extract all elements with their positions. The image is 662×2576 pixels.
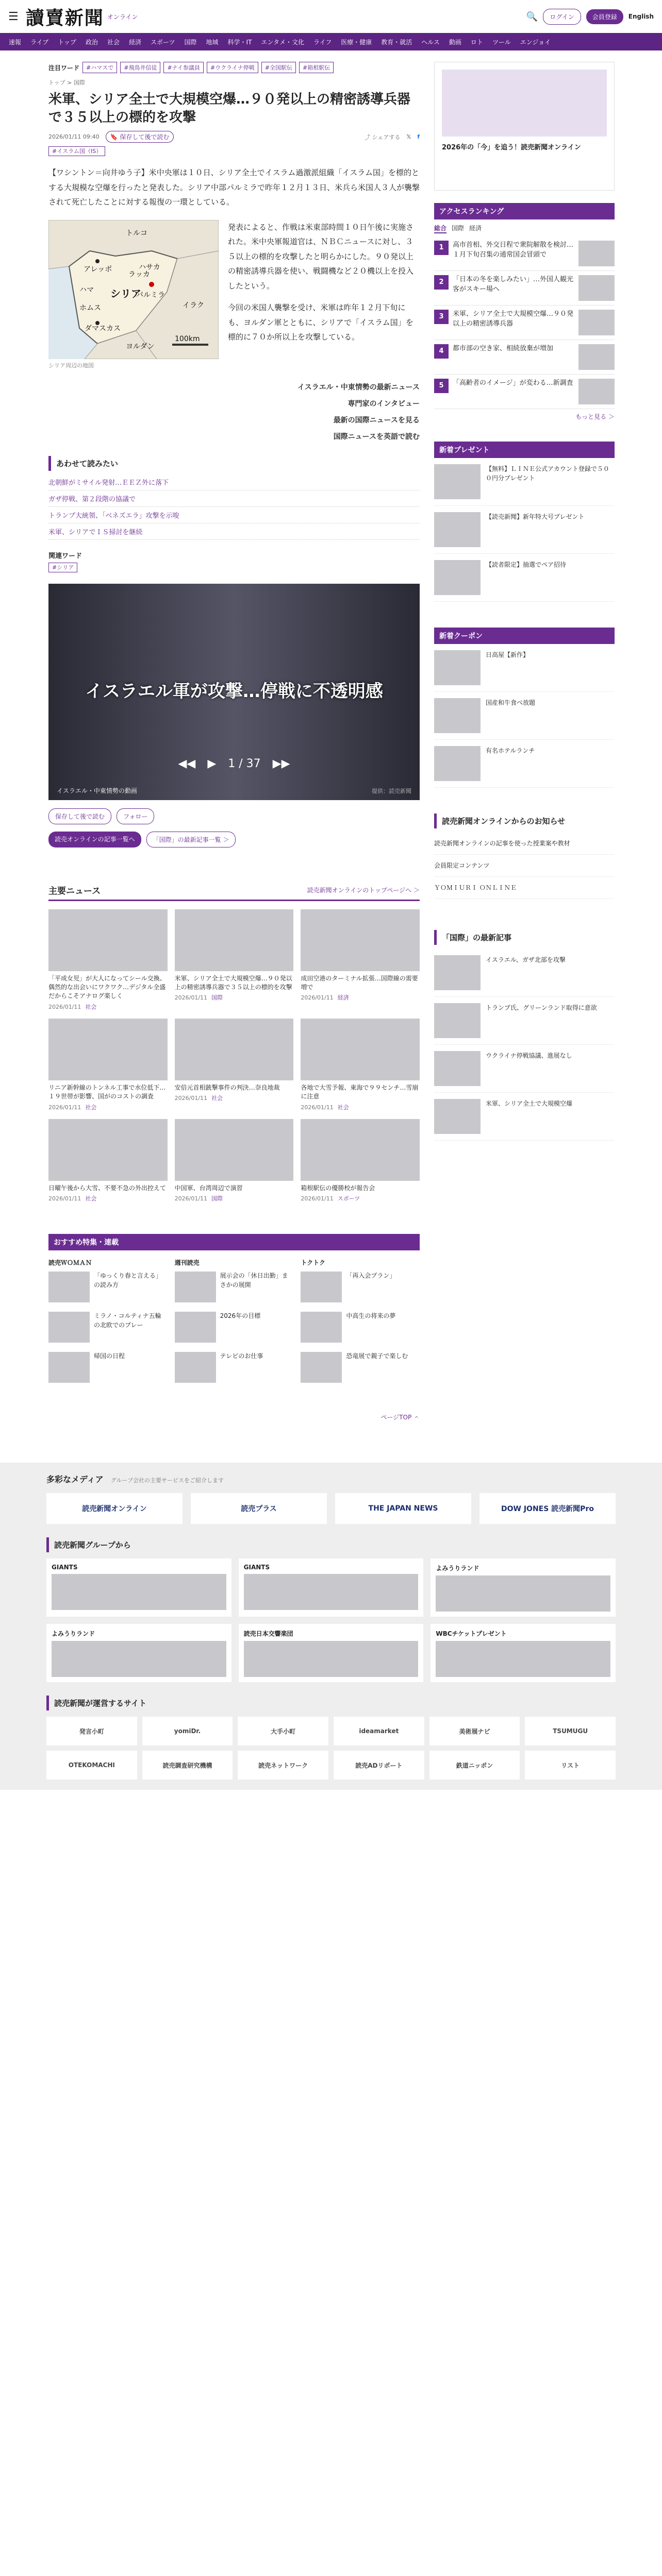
bookmark-button[interactable] [106, 131, 174, 143]
news-thumbnail [175, 909, 294, 971]
main-news-item[interactable] [175, 909, 294, 1011]
picks-thumbnail [301, 1352, 342, 1383]
picks-headline: 恐竜展で親子で楽しむ [346, 1352, 408, 1360]
nav-item[interactable]: 社会 [107, 38, 120, 46]
coupon-item-thumbnail [434, 650, 481, 685]
news-date: 2026/01/11 [301, 1195, 334, 1202]
group-thumbnail [436, 1575, 610, 1612]
ranking-thumbnail [578, 310, 615, 335]
ranking-item[interactable] [434, 375, 615, 409]
trend-tag[interactable]: #全国駅伝 [261, 62, 296, 73]
ranking-headline: 米軍、シリア全土で大規模空爆…９０発以上の精密誘導兵器 [453, 310, 574, 328]
map-label: ハマ [79, 285, 94, 294]
picks-title: おすすめ特集・連載 [48, 1234, 420, 1250]
site-logo[interactable]: 讀賣新聞 [25, 7, 104, 29]
footer [0, 1463, 662, 1790]
notice-item[interactable] [434, 855, 615, 877]
news-meta [301, 1195, 420, 1203]
keyword-section [48, 550, 420, 571]
map-figure [48, 220, 219, 369]
picks-column-head: 週刊読売 [174, 1259, 200, 1266]
news-category: 国際 [211, 994, 223, 1002]
news-date: 2026/01/11 [301, 994, 334, 1002]
news-headline: リニア新幹線のトンネル工事で水位低下…１９世帯が影響、国がのコストの調査 [48, 1083, 166, 1100]
group-card[interactable] [46, 1558, 231, 1617]
news-headline: 米軍、シリア全土で大規模空爆…９０発以上の精密誘導兵器で３５以上の標的を攻撃 [174, 974, 292, 991]
ranking-number: 2 [434, 275, 449, 290]
picks-thumbnail [175, 1352, 216, 1383]
kokusai-item-text: ウクライナ停戦協議、進展なし [486, 1052, 572, 1059]
kokusai-item-thumbnail [434, 1051, 481, 1086]
notice-item[interactable] [434, 833, 615, 855]
also-read-item[interactable]: トランプ大統領、「ベネズエラ」攻撃を示唆 [48, 507, 420, 523]
ranking-tab[interactable]: 総合 [434, 224, 446, 233]
menu-icon[interactable]: ☰ [8, 10, 19, 23]
trend-label: 注目ワード [48, 64, 80, 72]
related-link[interactable]: 最新の国際ニュースを見る [333, 416, 420, 425]
related-link[interactable]: イスラエル・中東情勢の最新ニュース [297, 383, 420, 392]
ranking-item[interactable] [434, 340, 615, 375]
prev-icon[interactable]: ◀◀ [178, 757, 196, 770]
main-nav [0, 33, 662, 50]
group-card[interactable] [431, 1624, 616, 1682]
kokusai-item-text: イスラエル、ガザ北部を攻撃 [486, 956, 566, 963]
news-meta [175, 994, 294, 1002]
nav-item[interactable]: 医療・健康 [341, 38, 372, 46]
special-title: 読売新聞オンラインからのお知らせ [434, 814, 615, 828]
present-item[interactable] [434, 458, 615, 506]
group-card[interactable] [46, 1624, 231, 1682]
map-label: ハサカ [139, 263, 160, 272]
news-category: スポーツ [337, 1195, 360, 1202]
news-meta [48, 1195, 168, 1203]
news-date: 2026/01/11 [174, 1095, 208, 1102]
picks-item[interactable] [48, 1312, 168, 1343]
kokusai-item[interactable] [434, 1045, 615, 1093]
picks-headline: 中高生の将来の夢 [346, 1312, 396, 1320]
main-news-item[interactable] [301, 1119, 420, 1203]
map-label: 100km [175, 334, 200, 343]
news-thumbnail [175, 1019, 294, 1080]
news-meta [175, 1195, 294, 1203]
group-name: よみうりランド [436, 1565, 479, 1572]
picks-thumbnail [301, 1312, 342, 1343]
related-link[interactable]: 専門家のインタビュー [347, 399, 420, 408]
coupon-item[interactable] [434, 692, 615, 740]
article-list-button[interactable]: 読売オンラインの記事一覧へ [48, 832, 141, 848]
notice-item-text: 読売新聞オンラインの記事を使った授業案や教材 [434, 840, 570, 847]
ranking-headline: 「高齢者のイメージ」が変わる…新調査 [453, 379, 573, 387]
picks-headline: テレビのお仕事 [220, 1352, 263, 1360]
kokusai-title: 「国際」の最新記事 [434, 930, 615, 945]
footer-partner-title: 読売新聞が運営するサイト [46, 1696, 616, 1710]
group-name: よみうりランド [52, 1630, 95, 1638]
nav-item[interactable]: 国際 [184, 38, 197, 46]
nav-item[interactable]: スポーツ [150, 38, 175, 46]
nav-item[interactable]: トップ [58, 38, 76, 46]
video-controls [48, 757, 420, 770]
share-button[interactable] [365, 133, 400, 141]
video-caption: イスラエル軍が攻撃…停戦に不透明感 [85, 681, 383, 702]
page-top-link[interactable]: ページTOP ＾ [380, 1414, 420, 1421]
ranking-thumbnail [578, 241, 615, 266]
article-body-2: 今回の米国人襲撃を受け、米軍は昨年１２月下旬にも、ヨルダン軍とともに、シリアで「イスラム国」を標的に７０か所以上を攻撃している。 [228, 303, 413, 342]
group-name: GIANTS [52, 1564, 78, 1571]
map-label: イラク [183, 301, 204, 310]
video-subtitle: イスラエル・中東情勢の動画 [57, 787, 137, 794]
partner-logo[interactable]: 読売ADリポート [334, 1751, 424, 1780]
nav-item[interactable]: 科学・IT [227, 38, 252, 46]
news-category: 社会 [85, 1195, 97, 1202]
next-icon[interactable]: ▶▶ [272, 757, 290, 770]
picks-thumbnail [175, 1272, 216, 1302]
group-thumbnail [436, 1641, 610, 1677]
group-thumbnail [244, 1641, 419, 1677]
news-headline: 「平成女児」が大人になってシール交換、偶然的な出会いにワクワク…デジタル全盛だからこそアナログ楽しく [48, 974, 166, 1000]
present-item-text: 【無料】ＬＩＮＥ公式アカウント登録で５００円分プレゼント [486, 465, 609, 482]
ranking-thumbnail [578, 379, 615, 404]
news-meta [301, 1104, 420, 1112]
news-category: 社会 [337, 1104, 349, 1111]
news-date: 2026/01/11 [174, 1195, 208, 1202]
ranking-more-link[interactable]: もっと見る ＞ [575, 413, 615, 420]
kokusai-item[interactable] [434, 997, 615, 1045]
map-label: アレッポ [84, 265, 112, 274]
picks-thumbnail [175, 1312, 216, 1343]
picks-item[interactable] [175, 1272, 294, 1302]
coupon-item-text: 有名ホテルランチ [486, 747, 535, 754]
ranking-item[interactable] [434, 306, 615, 340]
news-meta [48, 1104, 168, 1112]
coupon-item[interactable] [434, 740, 615, 788]
news-category: 経済 [337, 994, 349, 1002]
news-thumbnail [48, 1019, 168, 1080]
article-meta [48, 131, 420, 143]
partner-logo[interactable]: OTEKOMACHI [46, 1751, 137, 1780]
news-headline: 各地で大雪予報、東海で９９センチ…雪崩に注意 [301, 1083, 419, 1100]
share-icon: ⤴ [365, 133, 371, 141]
group-name: WBCチケットプレゼント [436, 1630, 507, 1638]
nav-item[interactable]: 速報 [9, 38, 22, 46]
picks-thumbnail [48, 1272, 90, 1302]
present-item[interactable] [434, 506, 615, 554]
news-category: 社会 [211, 1095, 223, 1102]
also-read-title: あわせて読みたい [48, 456, 420, 471]
also-read-item[interactable]: 米軍、シリアでＩＳ掃討を継続 [48, 523, 420, 540]
picks-column [175, 1259, 294, 1392]
map-label: シリア [110, 287, 141, 300]
group-card[interactable] [431, 1558, 616, 1617]
main-news-item[interactable] [175, 1019, 294, 1112]
picks-column [301, 1259, 420, 1392]
news-date: 2026/01/11 [301, 1104, 334, 1111]
news-meta [48, 1003, 168, 1011]
footer-media-title: 多彩なメディア [46, 1475, 104, 1485]
bookmark-button-bottom[interactable]: 保存して後で読む [48, 808, 111, 824]
partner-logo[interactable]: 鉄道ニッポン [429, 1751, 520, 1780]
picks-headline: ミラノ・コルティナ五輪の北欧でのプレー [94, 1312, 161, 1329]
keyword-label: 関連ワード [48, 552, 82, 560]
trend-tag[interactable]: #ウクライナ停戦 [207, 62, 258, 73]
english-link[interactable]: English [628, 13, 654, 20]
notice-item[interactable] [434, 877, 615, 899]
ranking-tab[interactable]: 国際 [452, 225, 465, 232]
nav-item[interactable]: エンタメ・文化 [261, 38, 304, 46]
main-news-more-link[interactable]: 読売新聞オンラインのトップページへ ＞ [307, 886, 420, 894]
coupon-item-text: 国産和牛食べ放題 [486, 699, 536, 706]
picks-thumbnail [301, 1272, 342, 1302]
picks-item[interactable] [175, 1312, 294, 1343]
partner-logo[interactable]: 大手小町 [238, 1717, 328, 1745]
picks-headline: 帰国の日程 [94, 1352, 125, 1360]
news-headline: 日曜午後から大雪、不要不急の外出控えて [48, 1184, 167, 1192]
kokusai-item-text: 米軍、シリア全土で大規模空爆 [486, 1100, 573, 1107]
partner-logo[interactable]: ideamarket [334, 1717, 424, 1745]
news-category: 社会 [85, 1104, 97, 1111]
brand-logo[interactable]: DOW JONES 読売新聞Pro [479, 1493, 616, 1524]
logo-sub: オンライン [107, 13, 138, 21]
main-news-item[interactable] [48, 909, 168, 1011]
picks-item[interactable] [301, 1312, 420, 1343]
present-item-thumbnail [434, 560, 481, 595]
group-name: GIANTS [243, 1564, 270, 1571]
trend-words [48, 62, 420, 73]
news-thumbnail [301, 1019, 420, 1080]
partner-logo[interactable]: 読売ネットワーク [238, 1751, 328, 1780]
kokusai-item-thumbnail [434, 955, 481, 990]
main-news-item[interactable] [301, 1019, 420, 1112]
present-item-thumbnail [434, 512, 481, 547]
map-label: ホムス [79, 303, 101, 312]
nav-item[interactable]: ロト [470, 38, 483, 46]
ranking-number: 3 [434, 310, 449, 324]
syria-map [48, 220, 219, 359]
main-news-item[interactable] [48, 1019, 168, 1112]
news-date: 2026/01/11 [174, 994, 208, 1002]
partner-logo[interactable]: リスト [525, 1751, 616, 1780]
nav-item[interactable]: ライブ [30, 38, 49, 46]
news-headline: 成田空港のターミナル拡張…国際線の需要増で [301, 974, 418, 991]
news-thumbnail [175, 1119, 294, 1181]
site-header [0, 0, 662, 33]
keyword-tag[interactable]: #シリア [48, 563, 77, 572]
play-icon[interactable]: ▶ [207, 757, 217, 770]
news-date: 2026/01/11 [48, 1195, 81, 1202]
article-body-1: 発表によると、作戦は米東部時間１０日午後に実施された。米中央軍報道官は、ＮＢＣニュースに対し、３５以上の標的を攻撃したと明らかにした。９０発以上の精密誘導兵器を使い、戦闘機など２０機以上を投入したという。 [228, 222, 414, 291]
register-button[interactable]: 会員登録 [586, 9, 623, 24]
group-card[interactable] [239, 1558, 424, 1617]
nav-item[interactable]: 教育・就活 [381, 38, 412, 46]
picks-column [48, 1259, 168, 1392]
breadcrumb[interactable]: トップ > 国際 [48, 79, 85, 86]
nav-item[interactable]: ライフ [313, 38, 332, 46]
map-label: パルミラ [136, 291, 165, 299]
picks-column-head: トクトク [301, 1259, 325, 1266]
picks-headline: 「ゆっくり春と言える」の読み方 [94, 1272, 162, 1289]
news-headline: 中国軍、台湾周辺で演習 [174, 1184, 243, 1192]
picks-headline: 「再入会プラン」 [346, 1272, 396, 1280]
ad-image [442, 70, 607, 137]
partner-logo[interactable]: yomiDr. [142, 1717, 233, 1745]
coupon-title: 新着クーポン [434, 628, 615, 644]
trend-tag[interactable]: #ナイ参議員 [163, 62, 203, 73]
related-links [48, 379, 420, 445]
partner-logo[interactable]: 読売調査研究機構 [142, 1751, 233, 1780]
ranking-thumbnail [578, 344, 615, 370]
picks-headline: 展示会の「休日出勤」まさかの展開 [220, 1272, 288, 1289]
trend-tag[interactable]: #箱根駅伝 [299, 62, 334, 73]
video-counter: 1 / 37 [228, 757, 261, 770]
ranking-thumbnail [578, 275, 615, 301]
search-icon[interactable]: 🔍 [526, 11, 538, 22]
brand-logo[interactable]: THE JAPAN NEWS [335, 1493, 471, 1524]
x-icon[interactable]: 𝕏 [406, 133, 411, 141]
follow-button[interactable]: フォロー [117, 808, 154, 824]
map-caption: シリア周辺の地図 [48, 362, 94, 369]
picks-thumbnail [48, 1352, 90, 1383]
present-item[interactable] [434, 554, 615, 602]
nav-item[interactable]: エンジョイ [520, 38, 551, 46]
ranking-tab[interactable]: 経済 [469, 225, 482, 232]
news-category: 国際 [211, 1195, 223, 1202]
ranking-number: 5 [434, 379, 449, 393]
partner-logo[interactable]: 美術展ナビ [429, 1717, 520, 1745]
brand-logo[interactable]: 読売プラス [191, 1493, 327, 1524]
news-thumbnail [48, 1119, 168, 1181]
ad-text: 2026年の「今」を追う！読売新聞オンライン [442, 144, 581, 151]
facebook-icon[interactable]: f [417, 133, 420, 141]
share-label: シェアする [372, 133, 401, 141]
map-label: トルコ [126, 229, 147, 238]
bookmark-label: 保存して後で読む [120, 133, 170, 141]
main-news-item[interactable] [48, 1119, 168, 1203]
nav-item[interactable]: 政治 [85, 38, 98, 46]
picks-headline: 2026年の目標 [220, 1312, 261, 1320]
news-meta [301, 994, 420, 1002]
map-label: ラッカ [128, 270, 150, 279]
related-link[interactable]: 国際ニュースを英語で読む [333, 432, 420, 441]
picks-item[interactable] [301, 1272, 420, 1302]
sidebar [434, 50, 615, 1421]
also-read-item[interactable]: 北朝鮮がミサイル発射…ＥＥＺ外に落下 [48, 474, 420, 490]
bookmark-icon: 🔖 [110, 133, 118, 141]
partner-logo[interactable]: 発言小町 [46, 1717, 137, 1745]
news-category: 社会 [85, 1003, 97, 1010]
notice-item-text: 会員限定コンテンツ [434, 862, 490, 869]
nav-item[interactable]: ツール [492, 38, 511, 46]
ranking-headline: 高市首相、外交日程で衆院解散を検討…１月下旬召集の通常国会冒頭で [453, 241, 574, 259]
kokusai-item[interactable] [434, 949, 615, 997]
map-label: ヨルダン [126, 342, 155, 351]
trend-tag[interactable]: #ハマスで [82, 62, 117, 73]
group-thumbnail [52, 1641, 226, 1677]
partner-logo[interactable]: TSUMUGU [525, 1717, 616, 1745]
group-card[interactable] [239, 1624, 424, 1682]
latest-articles-button[interactable]: 「国際」の最新記事一覧 ＞ [146, 832, 236, 848]
picks-thumbnail [48, 1312, 90, 1343]
article-title: 米軍、シリア全土で大規模空爆…９０発以上の精密誘導兵器で３５以上の標的を攻撃 [48, 92, 411, 126]
nav-item[interactable]: ヘルス [421, 38, 440, 46]
coupon-item-text: 日高屋【新作】 [486, 651, 529, 658]
news-date: 2026/01/11 [48, 1104, 81, 1111]
news-meta [175, 1094, 294, 1103]
coupon-item-thumbnail [434, 698, 481, 733]
news-thumbnail [301, 909, 420, 971]
also-read-item[interactable]: ガザ停戦、第２段階の協議で [48, 490, 420, 507]
article-tag[interactable]: #イスラム国（IS） [48, 146, 105, 156]
ranking-number: 1 [434, 241, 449, 255]
ranking-headline: 「日本の冬を楽しみたい」…外国人観光客がスキー場へ [453, 276, 574, 293]
picks-item[interactable] [48, 1272, 168, 1302]
nav-item[interactable]: 地域 [206, 38, 219, 46]
picks-item[interactable] [301, 1352, 420, 1383]
brand-logo[interactable]: 読売新聞オンライン [46, 1493, 183, 1524]
video-sponsor: 提供：読売新聞 [372, 787, 411, 794]
ranking-title: アクセスランキング [434, 203, 615, 219]
kokusai-item-text: トランプ氏、グリーンランド取得に意欲 [486, 1004, 597, 1011]
kokusai-item-thumbnail [434, 1003, 481, 1038]
picks-item[interactable] [48, 1352, 168, 1383]
article-date: 2026/01/11 09:40 [48, 133, 100, 141]
group-thumbnail [52, 1574, 226, 1610]
present-item-text: 【読売新聞】新年特大号プレゼント [486, 513, 585, 520]
footer-group-title: 読売新聞グループから [46, 1537, 616, 1552]
ranking-number: 4 [434, 344, 449, 359]
nav-item[interactable]: 動画 [449, 38, 461, 46]
main-news-item[interactable] [301, 909, 420, 1011]
coupon-item[interactable] [434, 644, 615, 692]
map-label: ダマスカス [85, 324, 121, 333]
main-news-title: 主要ニュース [48, 886, 101, 896]
group-name: 読売日本交響楽団 [243, 1630, 293, 1638]
kokusai-item[interactable] [434, 1093, 615, 1141]
present-item-thumbnail [434, 464, 481, 499]
picks-item[interactable] [175, 1352, 294, 1383]
news-headline: 安倍元首相銃撃事件の判決…奈良地裁 [174, 1083, 280, 1091]
news-thumbnail [48, 909, 168, 971]
news-headline: 箱根駅伝の優勝校が報告会 [301, 1184, 375, 1192]
article-lead: 【ワシントン＝向井ゆう子】米中央軍は１０日、シリア全土でイスラム過激派組織「イスラム国」を標的とする大規模な空爆を行ったと発表した。シリア中部パルミラで昨年１２月１３日、米兵ら米国人３人が襲撃されて死亡したことに対する報復の一環としている。 [48, 168, 420, 207]
ranking-item[interactable] [434, 271, 615, 306]
nav-item[interactable]: 経済 [128, 38, 141, 46]
present-item-text: 【読者限定】抽選でペア招待 [486, 561, 567, 568]
trend-tag[interactable]: #飛鳥井信徒 [120, 62, 160, 73]
login-button[interactable]: ログイン [543, 9, 581, 25]
kokusai-item-thumbnail [434, 1099, 481, 1134]
ranking-headline: 都市部の空き家、相続放棄が増加 [453, 345, 554, 352]
main-news-item[interactable] [175, 1119, 294, 1203]
present-title: 新着プレゼント [434, 442, 615, 458]
news-date: 2026/01/11 [48, 1003, 81, 1010]
coupon-item-thumbnail [434, 746, 481, 781]
group-thumbnail [244, 1574, 419, 1610]
ranking-item[interactable] [434, 236, 615, 271]
news-thumbnail [301, 1119, 420, 1181]
main-column [48, 50, 420, 1421]
video-player[interactable] [48, 584, 420, 800]
sidebar-ad[interactable] [434, 62, 615, 191]
footer-media-sub: グループ会社の主要サービスをご紹介します [110, 1477, 224, 1484]
notice-item-text: ＹＯＭＩＵＲＩ ＯＮＬＩＮＥ [434, 884, 517, 891]
picks-column-head: 読売ＷＯＭＡＮ [48, 1259, 92, 1266]
